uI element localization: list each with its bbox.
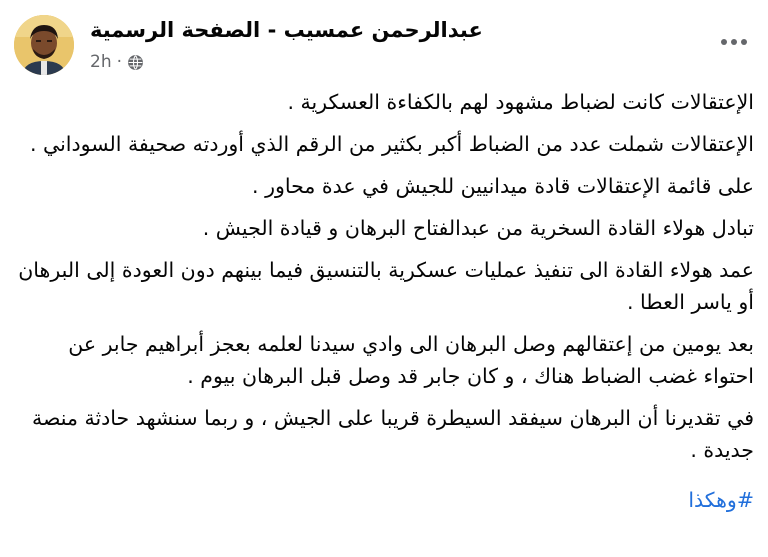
- post-header: [10, 12, 758, 78]
- post-paragraph: على قائمة الإعتقالات قادة ميدانيين للجيش في عدة محاور .: [252, 174, 754, 198]
- post-paragraph: الإعتقالات شملت عدد من الضباط أكبر بكثير من الرقم الذي أوردته صحيفة السوداني .: [29, 132, 754, 156]
- post-paragraph: الإعتقالات كانت لضباط مشهود لهم بالكفاءة العسكرية .: [287, 90, 754, 114]
- post-paragraph: في تقديرنا أن البرهان سيفقد السيطرة قريبا على الجيش ، و ربما سنشهد حادثة منصة جديدة .: [32, 406, 754, 462]
- more-options-icon[interactable]: [716, 24, 752, 60]
- post-paragraph: عمد هولاء القادة الى تنفيذ عمليات عسكرية بالتنسيق فيما بينهم دون العودة إلى البرهان أو ياسر العطا .: [18, 258, 754, 314]
- hashtag-link[interactable]: #وهكذا: [688, 488, 754, 512]
- post-time[interactable]: 2h: [90, 52, 112, 72]
- more-dot: [721, 39, 727, 45]
- author-name[interactable]: عبدالرحمن عمسيب - الصفحة الرسمية: [90, 18, 483, 42]
- avatar-image: [14, 15, 74, 75]
- globe-icon[interactable]: [127, 54, 144, 71]
- post-body: [14, 86, 754, 516]
- meta-separator: ·: [116, 52, 122, 72]
- more-dot: [731, 39, 737, 45]
- avatar[interactable]: [14, 15, 74, 75]
- post-paragraph: تبادل هولاء القادة السخرية من عبدالفتاح البرهان و قيادة الجيش .: [202, 216, 754, 240]
- post-paragraph: بعد يومين من إعتقالهم وصل البرهان الى وادي سيدنا لعلمه بعجز أبراهيم جابر عن احتواء غضب الضباط هناك ، و كان جابر قد وصل قبل البرهان بيوم .: [68, 332, 754, 388]
- more-dot: [741, 39, 747, 45]
- post-meta: [90, 52, 144, 72]
